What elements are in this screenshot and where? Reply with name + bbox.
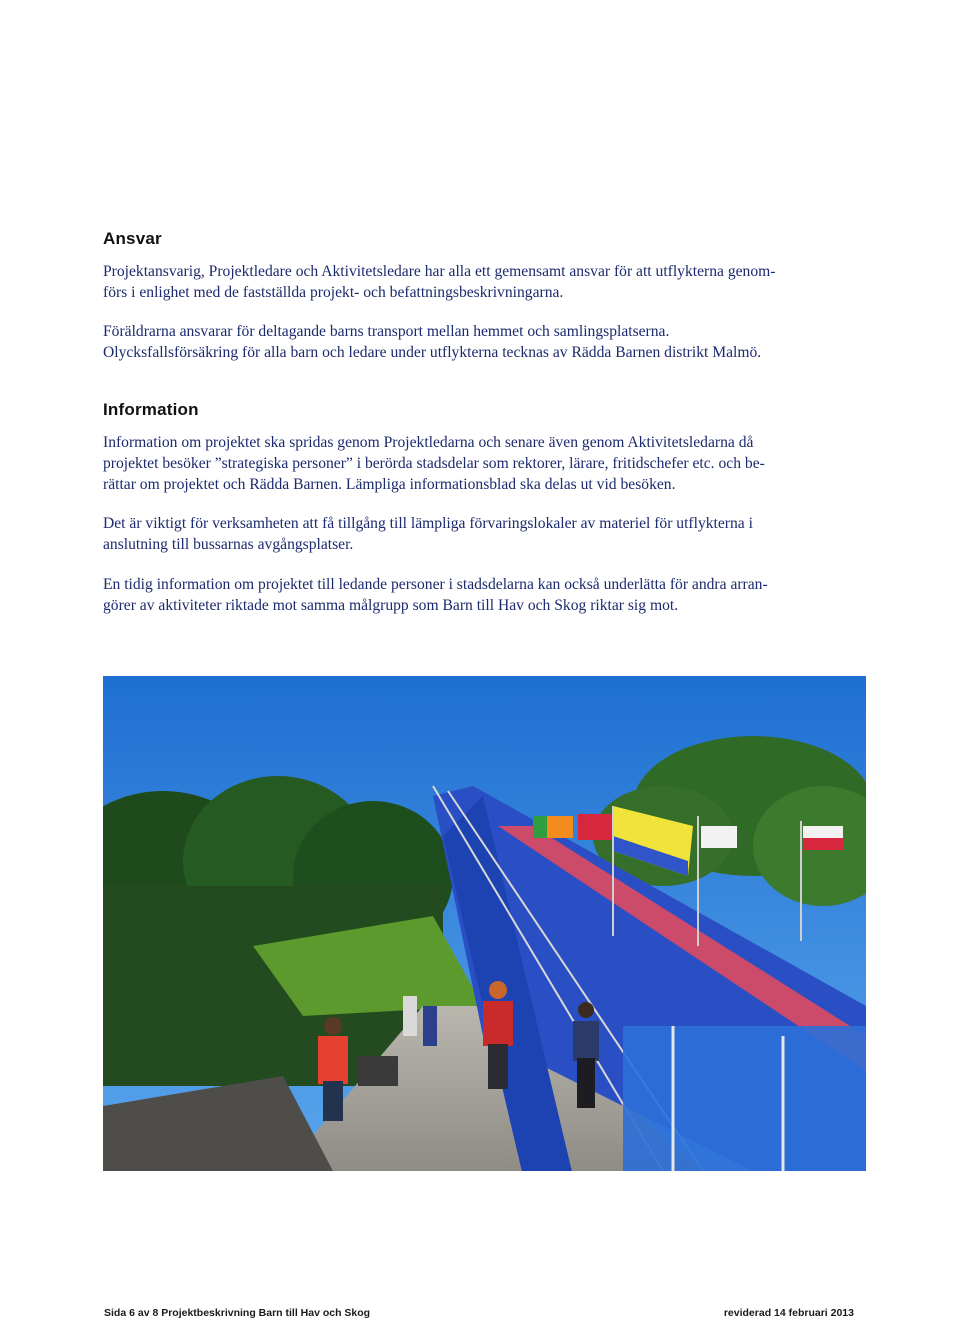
text-line: anslutning till bussarnas avgångsplatser. xyxy=(103,536,354,553)
text-line: Det är viktigt för verksamheten att få tillgång till lämpliga förvaringslokaler av materiel för utflykterna i xyxy=(103,515,753,532)
footer-page-info: Sida 6 av 8 Projektbeskrivning Barn till Hav och Skog xyxy=(104,1307,371,1319)
heading-information: Information xyxy=(103,400,199,419)
paragraph-information-2 xyxy=(103,513,863,555)
photo-illustration xyxy=(103,676,866,1171)
text-line: En tidig information om projektet till ledande personer i stadsdelarna kan också underlätta för andra arran- xyxy=(103,576,768,593)
paragraph-ansvar-2 xyxy=(103,321,863,363)
heading-ansvar: Ansvar xyxy=(103,229,162,248)
photo-slide-with-flags xyxy=(103,676,866,1171)
text-line: Föräldrarna ansvarar för deltagande barns transport mellan hemmet och samlingsplatserna. xyxy=(103,323,670,340)
text-line: förs i enlighet med de fastställda projekt- och befattningsbeskrivningarna. xyxy=(103,284,564,301)
text-line: Projektansvarig, Projektledare och Aktivitetsledare har alla ett gemensamt ansvar för att utflykterna genom- xyxy=(103,263,776,280)
text-line: Olycksfallsförsäkring för alla barn och ledare under utflykterna tecknas av Rädda Barnen distrikt Malmö. xyxy=(103,344,762,361)
text-line: projektet besöker ”strategiska personer” i berörda stadsdelar som rektorer, lärare, fritidschefer etc. och be- xyxy=(103,455,765,472)
paragraph-information-1 xyxy=(103,432,863,495)
text-line: rättar om projektet och Rädda Barnen. Lämpliga informationsblad ska delas ut vid besöken. xyxy=(103,476,676,493)
text-line: görer av aktiviteter riktade mot samma målgrupp som Barn till Hav och Skog riktar sig mot. xyxy=(103,597,679,614)
footer-revision-date: reviderad 14 februari 2013 xyxy=(723,1307,854,1319)
text-line: Information om projektet ska spridas genom Projektledarna och senare även genom Aktivitetsledarna då xyxy=(103,434,754,451)
paragraph-information-3 xyxy=(103,574,863,616)
paragraph-ansvar-1 xyxy=(103,261,863,303)
